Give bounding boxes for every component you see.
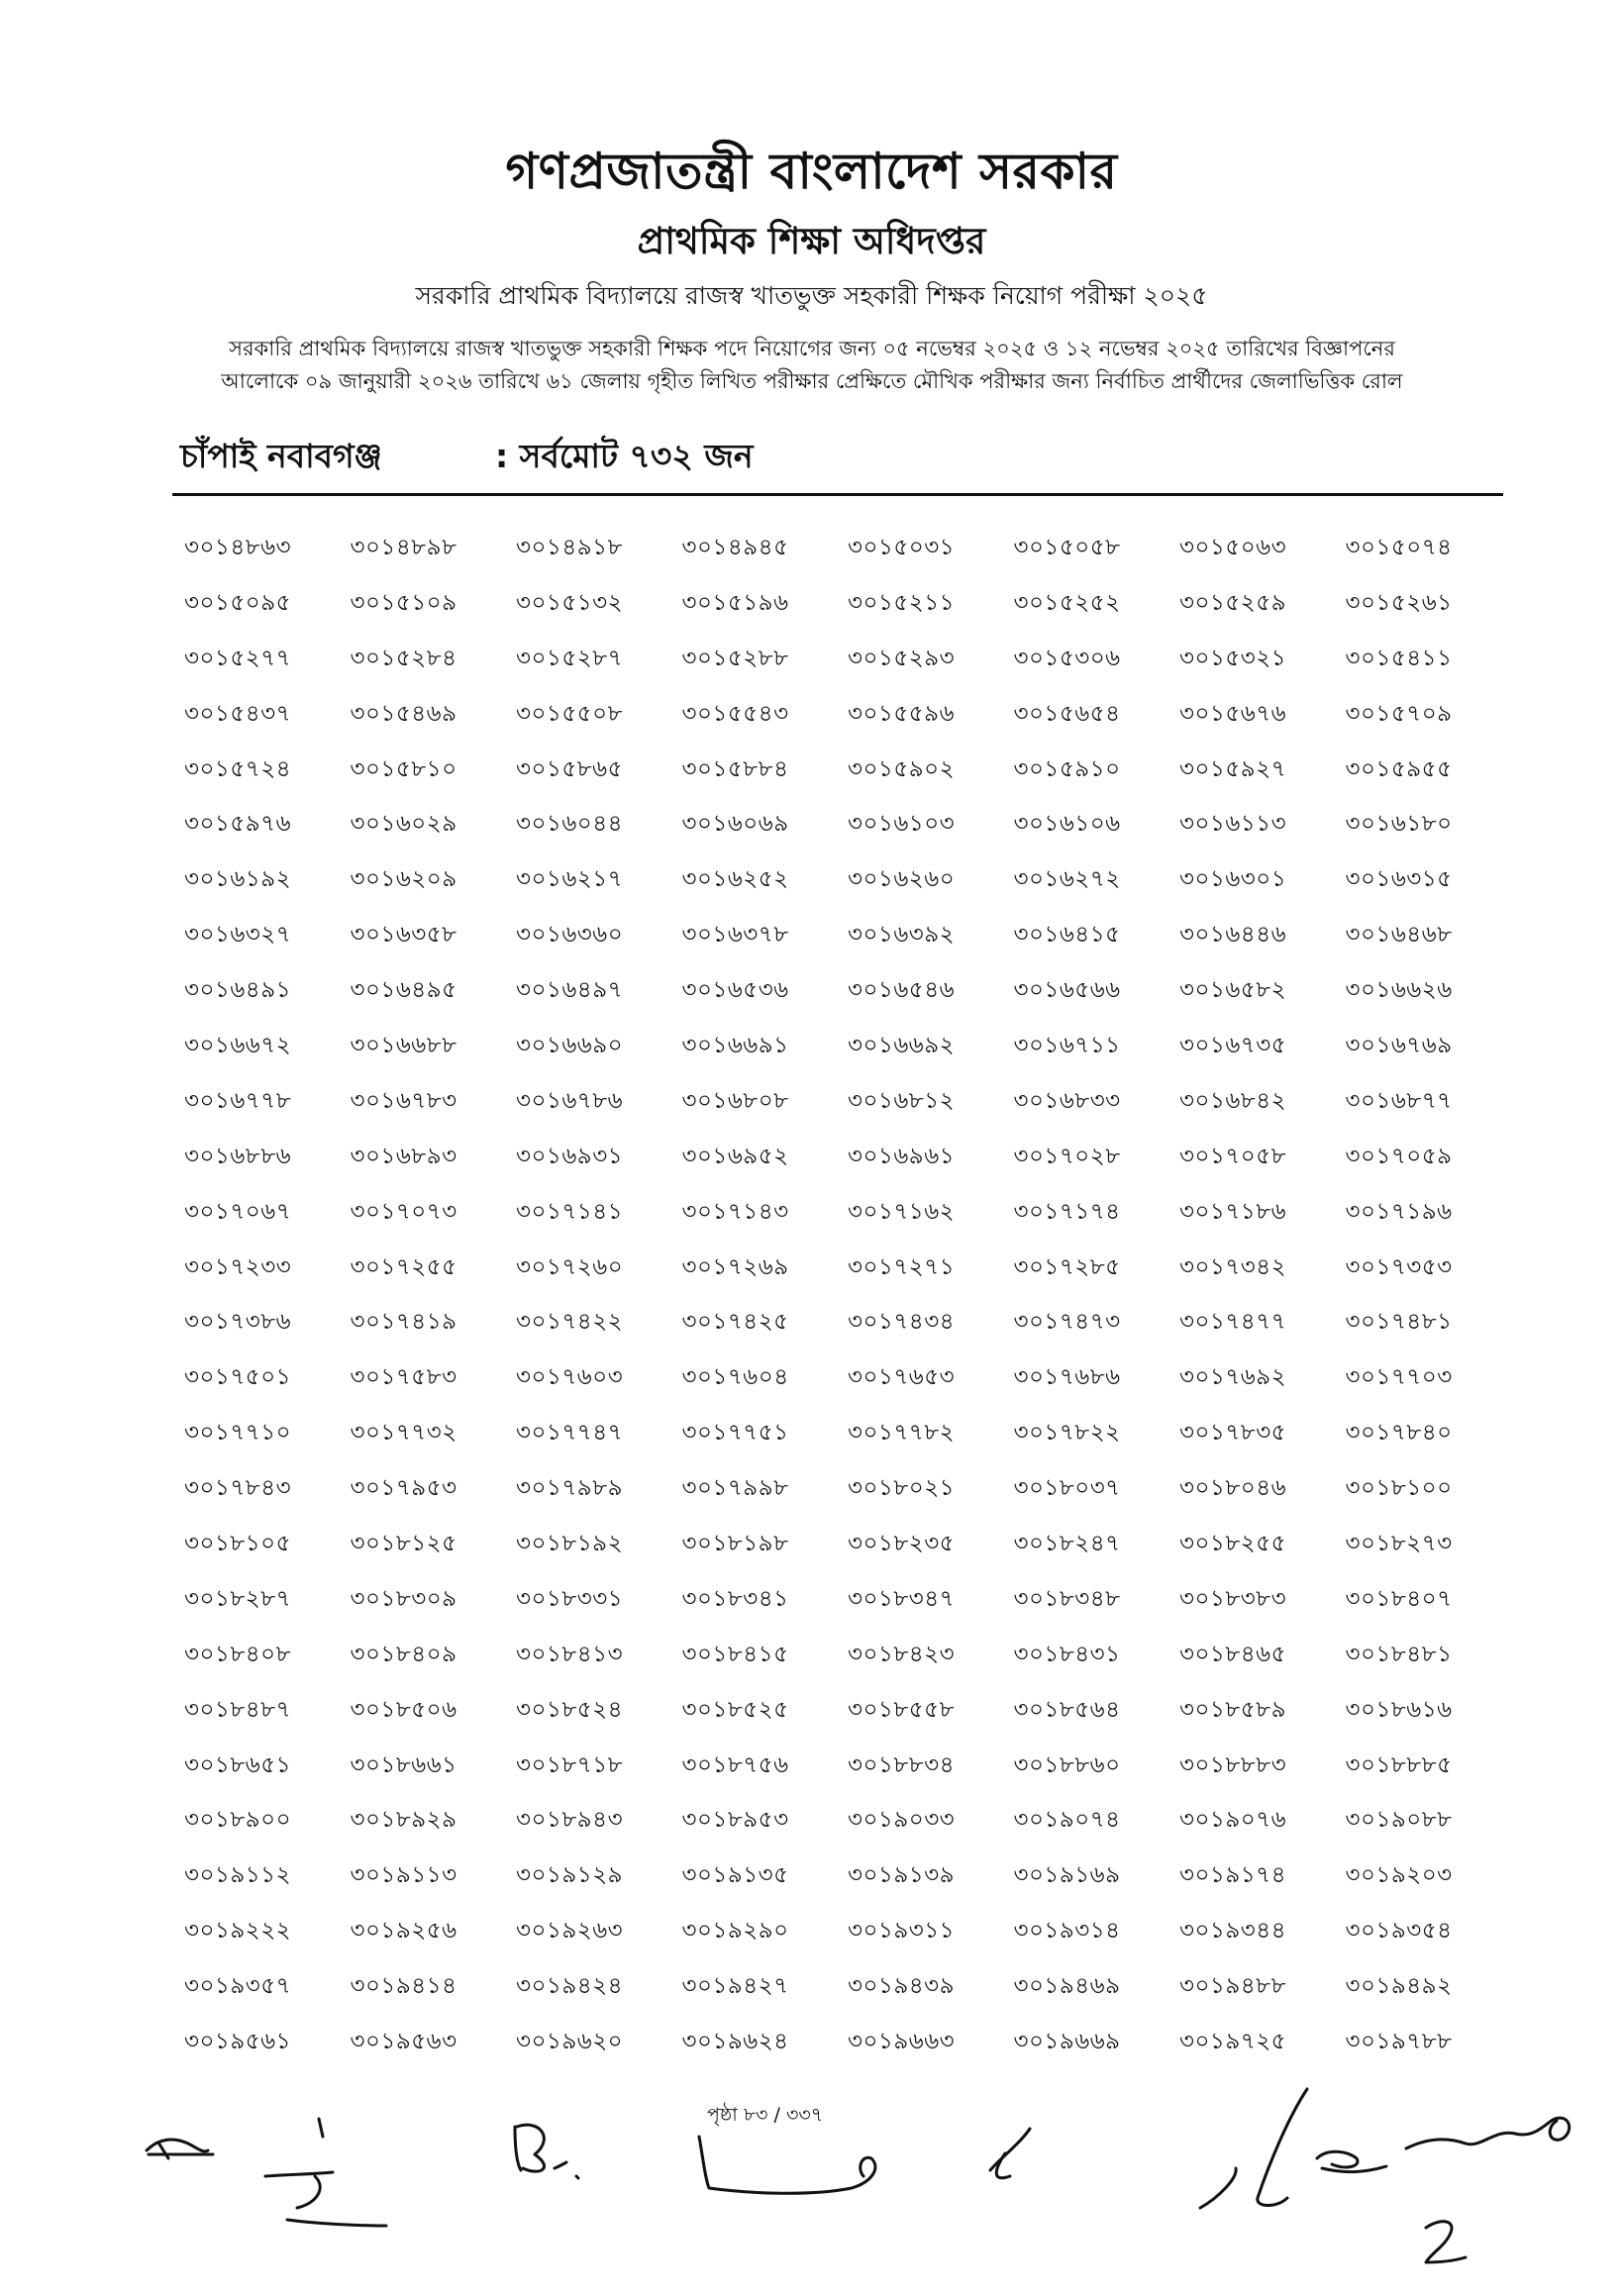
roll-number: ৩০১৯৬৬৯ — [1013, 2029, 1121, 2055]
roll-number: ৩০১৫৮৬৫ — [516, 755, 624, 782]
notice-text — [149, 333, 1475, 398]
government-title: গণপ্রজাতন্ত্রী বাংলাদেশ সরকার — [505, 143, 1118, 200]
roll-number: ৩০১৫৯০২ — [848, 755, 956, 782]
roll-number: ৩০১৭৯৫৩ — [350, 1475, 457, 1502]
roll-number: ৩০১৬১০৩ — [848, 811, 956, 838]
roll-number: ৩০১৯০৩৩ — [848, 1807, 956, 1834]
roll-number: ৩০১৬০৪৪ — [516, 811, 624, 838]
district-total: : সর্বমোট ৭৩২ জন — [495, 437, 754, 475]
roll-number: ৩০১৮৩৪৮ — [1013, 1585, 1121, 1612]
roll-number: ৩০১৬৭১১ — [1013, 1033, 1121, 1059]
roll-number: ৩০১৮৯৪৩ — [516, 1807, 624, 1834]
roll-number: ৩০১৯০৭৪ — [1013, 1807, 1121, 1834]
roll-number: ৩০১৬২৬০ — [848, 866, 956, 893]
roll-number: ৩০১৯৪৯২ — [1345, 1973, 1453, 2000]
roll-number: ৩০১৯৭২৫ — [1179, 2029, 1287, 2055]
roll-number: ৩০১৬৮৪২ — [1179, 1087, 1287, 1114]
header-divider — [172, 493, 1503, 496]
roll-number: ৩০১৬২০৯ — [350, 866, 457, 893]
roll-number: ৩০১৭৩৫৩ — [1345, 1253, 1453, 1280]
roll-number: ৩০১৭৮৩৫ — [1179, 1420, 1287, 1447]
roll-number: ৩০১৪৯১৮ — [516, 535, 624, 560]
roll-number: ৩০১৮১২৫ — [350, 1531, 457, 1557]
roll-number: ৩০১৬২৭২ — [1013, 866, 1121, 893]
roll-number: ৩০১৭৭০৩ — [1345, 1364, 1453, 1391]
roll-number: ৩০১৯২৫৬ — [350, 1918, 457, 1945]
roll-number: ৩০১৯১৩৫ — [681, 1862, 789, 1889]
notice-line-2: আলোকে ০৯ জানুয়ারী ২০২৬ তারিখে ৬১ জেলায় গৃহীত লিখিত পরীক্ষার প্রেক্ষিতে মৌখিক পরীক্ষার জন্য নির্বাচিত প্রার্থীদের জেলাভিত্তিক রোল — [221, 369, 1403, 393]
roll-number: ৩০১৬৩৫৮ — [350, 922, 457, 948]
roll-number: ৩০১৭৪২৫ — [681, 1309, 789, 1336]
roll-number: ৩০১৮০৩৭ — [1013, 1475, 1121, 1502]
roll-number: ৩০১৭৯৯৮ — [681, 1475, 789, 1502]
roll-number: ৩০১৫২৬১ — [1345, 589, 1453, 616]
roll-number: ৩০১৬৮০৮ — [681, 1087, 789, 1114]
roll-number: ৩০১৫০৯৫ — [184, 589, 292, 616]
signature-4 — [699, 2137, 875, 2193]
roll-number: ৩০১৮৪১৫ — [681, 1641, 789, 1667]
roll-number: ৩০১৯৭৮৮ — [1345, 2029, 1453, 2055]
roll-number: ৩০১৭৬০৩ — [516, 1364, 624, 1391]
roll-number: ৩০১৯২৬৩ — [516, 1918, 624, 1945]
roll-number: ৩০১৮৪৬৫ — [1179, 1641, 1287, 1667]
roll-number: ৩০১৬৬৯১ — [681, 1033, 789, 1059]
roll-number: ৩০১৬৯৩১ — [516, 1143, 624, 1169]
roll-number: ৩০১৯৩৫৪ — [1345, 1918, 1453, 1945]
signature-1 — [147, 2140, 213, 2158]
roll-number: ৩০১৭১৭৪ — [1013, 1198, 1121, 1225]
roll-number: ৩০১৬০৬৯ — [681, 811, 789, 838]
roll-number: ৩০১৮৫২৪ — [516, 1696, 624, 1723]
roll-number: ৩০১৬১১৩ — [1179, 811, 1287, 838]
roll-number: ৩০১৭৮৪০ — [1345, 1420, 1453, 1447]
roll-number: ৩০১৮১৯৮ — [681, 1531, 789, 1557]
roll-number: ৩০১৮৩০৯ — [350, 1585, 457, 1612]
roll-number: ৩০১৫৬৫৪ — [1013, 700, 1121, 727]
roll-number: ৩০১৭৮৪৩ — [184, 1475, 292, 1502]
roll-number: ৩০১৬৪৬৮ — [1345, 922, 1453, 948]
roll-number: ৩০১৯৩১১ — [848, 1918, 956, 1945]
roll-number: ৩০১৬৮১২ — [848, 1087, 956, 1114]
roll-number: ৩০১৮৯০০ — [184, 1807, 292, 1834]
roll-number: ৩০১৭০২৮ — [1013, 1143, 1121, 1169]
roll-number: ৩০১৫২১১ — [848, 589, 956, 616]
roll-number: ৩০১৮৩৮৩ — [1179, 1585, 1287, 1612]
roll-number: ৩০১৬৫৬৬ — [1013, 977, 1121, 1004]
roll-number: ৩০১৬৭৮৬ — [516, 1087, 624, 1114]
roll-number: ৩০১৬৪১৫ — [1013, 922, 1121, 948]
signature-6 — [1200, 2089, 1307, 2208]
roll-number: ৩০১৬৫৮২ — [1179, 977, 1287, 1004]
roll-number: ৩০১৭২৭১ — [848, 1253, 956, 1280]
roll-number: ৩০১৭৮২২ — [1013, 1420, 1121, 1447]
roll-number: ৩০১৭০৫৯ — [1345, 1143, 1453, 1169]
roll-number: ৩০১৯৬৬৩ — [848, 2029, 956, 2055]
roll-number: ৩০১৭২৬০ — [516, 1253, 624, 1280]
roll-number: ৩০১৮৩৩১ — [516, 1585, 624, 1612]
roll-number: ৩০১৫৪৬৯ — [350, 700, 457, 727]
roll-number: ৩০১৫৯২৭ — [1179, 755, 1287, 782]
roll-number: ৩০১৬৭৩৫ — [1179, 1033, 1287, 1059]
roll-number: ৩০১৮৫৬৪ — [1013, 1696, 1121, 1723]
roll-number: ৩০১৭৭৪৭ — [516, 1420, 624, 1447]
roll-number: ৩০১৫১৩২ — [516, 589, 624, 616]
roll-number: ৩০১৯৫৬৩ — [350, 2029, 457, 2055]
roll-number: ৩০১৫১০৯ — [350, 589, 457, 616]
roll-number: ৩০১৬৩৬০ — [516, 922, 624, 948]
roll-number: ৩০১৫২৫২ — [1013, 589, 1121, 616]
roll-number: ৩০১৬২১৭ — [516, 866, 624, 893]
roll-number: ৩০১৭৭১০ — [184, 1420, 292, 1447]
roll-number: ৩০১৭২৬৯ — [681, 1253, 789, 1280]
roll-number: ৩০১৯৪২৭ — [681, 1973, 789, 2000]
roll-number: ৩০১৯১১২ — [184, 1862, 292, 1889]
roll-number: ৩০১৯১৭৪ — [1179, 1862, 1287, 1889]
roll-number: ৩০১৯৩১৪ — [1013, 1918, 1121, 1945]
roll-number: ৩০১৬৮৭৭ — [1345, 1087, 1453, 1114]
roll-number: ৩০১৮৪৮৭ — [184, 1696, 292, 1723]
roll-number: ৩০১৫৮৮৪ — [681, 755, 789, 782]
roll-number: ৩০১৬৬৭২ — [184, 1033, 292, 1059]
roll-number: ৩০১৮৯২৯ — [350, 1807, 457, 1834]
roll-number: ৩০১৬৬৯০ — [516, 1033, 624, 1059]
roll-number: ৩০১৫০৩১ — [848, 535, 956, 560]
roll-number: ৩০১৭৫৮৩ — [350, 1364, 457, 1391]
roll-number: ৩০১৮২৭৩ — [1345, 1531, 1453, 1557]
roll-number: ৩০১৬৮৮৬ — [184, 1143, 292, 1169]
roll-number: ৩০১৮৪২৩ — [848, 1641, 956, 1667]
exam-title: সরকারি প্রাথমিক বিদ্যালয়ে রাজস্ব খাতভুক্ত সহকারী শিক্ষক নিয়োগ পরীক্ষা ২০২৫ — [415, 281, 1208, 310]
roll-number: ৩০১৭২৩৩ — [184, 1253, 292, 1280]
roll-number: ৩০১৮৫৮৯ — [1179, 1696, 1287, 1723]
roll-number: ৩০১৭০৬৭ — [184, 1198, 292, 1225]
signature-5 — [990, 2129, 1030, 2178]
roll-number: ৩০১৬৪৪৬ — [1179, 922, 1287, 948]
roll-number: ৩০১৫৯১০ — [1013, 755, 1121, 782]
roll-number: ৩০১৮০৪৬ — [1179, 1475, 1287, 1502]
roll-number: ৩০১৮৬৬১ — [350, 1751, 457, 1778]
roll-number: ৩০১৭৬৫৩ — [848, 1364, 956, 1391]
roll-number: ৩০১৬২৫২ — [681, 866, 789, 893]
roll-number: ৩০১৮১০৫ — [184, 1531, 292, 1557]
signature-3 — [515, 2125, 578, 2178]
roll-number: ৩০১৬৩০১ — [1179, 866, 1287, 893]
roll-number: ৩০১৭৪৩৪ — [848, 1309, 956, 1336]
roll-number: ৩০১৯১৬৯ — [1013, 1862, 1121, 1889]
roll-number: ৩০১৫৯৭৬ — [184, 811, 292, 838]
roll-number: ৩০১৮৫০৬ — [350, 1696, 457, 1723]
roll-number: ৩০১৭০৫৮ — [1179, 1143, 1287, 1169]
roll-number: ৩০১৬৫৪৬ — [848, 977, 956, 1004]
roll-number: ৩০১৮২৩৫ — [848, 1531, 956, 1557]
roll-number: ৩০১৭৬৯২ — [1179, 1364, 1287, 1391]
roll-number: ৩০১৮৯৫৩ — [681, 1807, 789, 1834]
roll-number: ৩০১৬৭৮৩ — [350, 1087, 457, 1114]
district-name: চাঁপাই নবাবগঞ্জ — [180, 437, 382, 475]
roll-number: ৩০১৭২৫৫ — [350, 1253, 457, 1280]
roll-number: ৩০১৫৯৫৫ — [1345, 755, 1453, 782]
roll-number: ৩০১৬৩১৫ — [1345, 866, 1453, 893]
signatures — [0, 2059, 1623, 2296]
roll-number: ৩০১৯৩৪৪ — [1179, 1918, 1287, 1945]
roll-number: ৩০১৫৩০৬ — [1013, 645, 1121, 671]
roll-number: ৩০১৫৪১১ — [1345, 645, 1453, 671]
roll-number: ৩০১৫৫৯৬ — [848, 700, 956, 727]
roll-number: ৩০১৬৩৯২ — [848, 922, 956, 948]
roll-number: ৩০১৬৭৭৮ — [184, 1087, 292, 1114]
roll-number: ৩০১৮৪৩১ — [1013, 1641, 1121, 1667]
roll-number: ৩০১৬৩২৭ — [184, 922, 292, 948]
roll-number: ৩০১৭৯৮৯ — [516, 1475, 624, 1502]
roll-number: ৩০১৪৮৯৮ — [350, 535, 457, 560]
roll-number: ৩০১৫০৫৮ — [1013, 535, 1121, 560]
roll-number: ৩০১৯২৯০ — [681, 1918, 789, 1945]
signature-8 — [1406, 2118, 1570, 2148]
roll-number: ৩০১৭৬৮৬ — [1013, 1364, 1121, 1391]
roll-number: ৩০১৬৬৮৮ — [350, 1033, 457, 1059]
roll-number: ৩০১৮৫২৫ — [681, 1696, 789, 1723]
roll-number: ৩০১৭২৮৫ — [1013, 1253, 1121, 1280]
signature-9 — [1426, 2222, 1466, 2262]
roll-number: ৩০১৪৮৬৩ — [184, 535, 292, 560]
roll-number: ৩০১৫০৭৪ — [1345, 535, 1453, 560]
roll-number: ৩০১৫২৮৪ — [350, 645, 457, 671]
roll-number: ৩০১৬৪৯১ — [184, 977, 292, 1004]
roll-number: ৩০১৯৩৫৭ — [184, 1973, 292, 2000]
roll-number: ৩০১৮১০০ — [1345, 1475, 1453, 1502]
roll-number: ৩০১৯১২৯ — [516, 1862, 624, 1889]
roll-number: ৩০১৯৫৬১ — [184, 2029, 292, 2055]
roll-number: ৩০১৭১৬২ — [848, 1198, 956, 1225]
roll-number: ৩০১৮৫৫৮ — [848, 1696, 956, 1723]
roll-number: ৩০১৮১৯২ — [516, 1531, 624, 1557]
roll-number: ৩০১৮৩৪১ — [681, 1585, 789, 1612]
roll-number: ৩০১৯২২২ — [184, 1918, 292, 1945]
roll-number: ৩০১৮২৫৫ — [1179, 1531, 1287, 1557]
roll-number: ৩০১৬৮৩৩ — [1013, 1087, 1121, 1114]
roll-number: ৩০১৮৪৮১ — [1345, 1641, 1453, 1667]
roll-number-grid — [184, 533, 1511, 2082]
roll-number: ৩০১৬১৮০ — [1345, 811, 1453, 838]
roll-number: ৩০১৬৫৩৬ — [681, 977, 789, 1004]
roll-number: ৩০১৮৮৮৩ — [1179, 1751, 1287, 1778]
roll-number: ৩০১৭১৮৬ — [1179, 1198, 1287, 1225]
roll-number: ৩০১৮৩৪৭ — [848, 1585, 956, 1612]
roll-number: ৩০১৯৬২০ — [516, 2029, 624, 2055]
roll-number: ৩০১৮০২১ — [848, 1475, 956, 1502]
roll-number: ৩০১৫৮১০ — [350, 755, 457, 782]
roll-number: ৩০১৫০৬৩ — [1179, 535, 1287, 560]
roll-number: ৩০১৫২৮৮ — [681, 645, 789, 671]
roll-number: ৩০১৯৪৬৯ — [1013, 1973, 1121, 2000]
roll-number: ৩০১৫৬৭৬ — [1179, 700, 1287, 727]
roll-number: ৩০১৯১১৩ — [350, 1862, 457, 1889]
roll-number: ৩০১৭৪৭৩ — [1013, 1309, 1121, 1336]
roll-number: ৩০১৯০৮৮ — [1345, 1807, 1453, 1834]
roll-number: ৩০১৭১৪৩ — [681, 1198, 789, 1225]
roll-number: ৩০১৬১৯২ — [184, 866, 292, 893]
roll-number: ৩০১৭৬০৪ — [681, 1364, 789, 1391]
roll-number: ৩০১৫১৯৬ — [681, 589, 789, 616]
roll-number: ৩০১৮২৮৭ — [184, 1585, 292, 1612]
roll-number: ৩০১৫৩২১ — [1179, 645, 1287, 671]
roll-number: ৩০১৭৪৭৭ — [1179, 1309, 1287, 1336]
roll-number: ৩০১৮৪০৯ — [350, 1641, 457, 1667]
roll-number: ৩০১৫৪৩৭ — [184, 700, 292, 727]
roll-number: ৩০১৫২৫৯ — [1179, 589, 1287, 616]
roll-number: ৩০১৬৬২৬ — [1345, 977, 1453, 1004]
roll-number: ৩০১৭০৭৩ — [350, 1198, 457, 1225]
roll-number: ৩০১৭৫০১ — [184, 1364, 292, 1391]
roll-number: ৩০১৯২০৩ — [1345, 1862, 1453, 1889]
roll-number: ৩০১৯১৩৯ — [848, 1862, 956, 1889]
roll-number: ৩০১৯৪১৪ — [350, 1973, 457, 2000]
roll-number: ৩০১৫৭২৪ — [184, 755, 292, 782]
roll-number: ৩০১৬৯৬১ — [848, 1143, 956, 1169]
roll-number: ৩০১৮৬১৬ — [1345, 1696, 1453, 1723]
directorate-title: প্রাথমিক শিক্ষা অধিদপ্তর — [637, 220, 986, 262]
roll-number: ৩০১৯০৭৬ — [1179, 1807, 1287, 1834]
roll-number: ৩০১৯৪২৪ — [516, 1973, 624, 2000]
roll-number: ৩০১৫৫০৮ — [516, 700, 624, 727]
roll-number: ৩০১৭৪৮১ — [1345, 1309, 1453, 1336]
roll-number: ৩০১৫২৯৩ — [848, 645, 956, 671]
roll-number: ৩০১৮২৪৭ — [1013, 1531, 1121, 1557]
roll-number: ৩০১৬০২৯ — [350, 811, 457, 838]
roll-number: ৩০১৭১৪১ — [516, 1198, 624, 1225]
roll-number: ৩০১৬১০৬ — [1013, 811, 1121, 838]
roll-number: ৩০১৮৪১৩ — [516, 1641, 624, 1667]
roll-number: ৩০১৯৪৩৯ — [848, 1973, 956, 2000]
notice-line-1: সরকারি প্রাথমিক বিদ্যালয়ে রাজস্ব খাতভুক্ত সহকারী শিক্ষক পদে নিয়োগের জন্য ০৫ নভেম্বর ২০২৫ ও ১২ নভেম্বর ২০২৫ তারিখের বিজ্ঞাপনের — [229, 337, 1395, 360]
roll-number: ৩০১৮৮৬০ — [1013, 1751, 1121, 1778]
roll-number: ৩০১৫২৮৭ — [516, 645, 624, 671]
roll-number: ৩০১৭৭৫১ — [681, 1420, 789, 1447]
roll-number: ৩০১৮৬৫১ — [184, 1751, 292, 1778]
page-number: পৃষ্ঠা ৮৩ / ৩৩৭ — [707, 2104, 824, 2126]
roll-number: ৩০১৯৬২৪ — [681, 2029, 789, 2055]
roll-number: ৩০১৮৪০৭ — [1345, 1585, 1453, 1612]
roll-number: ৩০১৭৭৮২ — [848, 1420, 956, 1447]
roll-number: ৩০১৫৭০৯ — [1345, 700, 1453, 727]
roll-number: ৩০১৬৪৯৭ — [516, 977, 624, 1004]
roll-number: ৩০১৬৪৯৫ — [350, 977, 457, 1004]
roll-number: ৩০১৭১৯৬ — [1345, 1198, 1453, 1225]
roll-number: ৩০১৮৮৩৪ — [848, 1751, 956, 1778]
roll-number: ৩০১৭৩৮৬ — [184, 1309, 292, 1336]
roll-number: ৩০১৬৯৫২ — [681, 1143, 789, 1169]
roll-number: ৩০১৬৮৯৩ — [350, 1143, 457, 1169]
roll-number: ৩০১৮৭৫৬ — [681, 1751, 789, 1778]
roll-number: ৩০১৭৪২২ — [516, 1309, 624, 1336]
roll-number: ৩০১৪৯৪৫ — [681, 535, 789, 560]
roll-number: ৩০১৮৮৮৫ — [1345, 1751, 1453, 1778]
roll-number: ৩০১৭৩৪২ — [1179, 1253, 1287, 1280]
roll-number: ৩০১৭৪১৯ — [350, 1309, 457, 1336]
signature-7 — [1317, 2151, 1386, 2171]
roll-number: ৩০১৬৭৬৯ — [1345, 1033, 1453, 1059]
roll-number: ৩০১৯৪৮৮ — [1179, 1973, 1287, 2000]
signature-2 — [265, 2119, 386, 2226]
roll-number: ৩০১৭৭৩২ — [350, 1420, 457, 1447]
roll-number: ৩০১৬৩৭৮ — [681, 922, 789, 948]
roll-number: ৩০১৫২৭৭ — [184, 645, 292, 671]
roll-number: ৩০১৮৪০৮ — [184, 1641, 292, 1667]
roll-number: ৩০১৬৬৯২ — [848, 1033, 956, 1059]
roll-number: ৩০১৫৫৪৩ — [681, 700, 789, 727]
roll-number: ৩০১৮৭১৮ — [516, 1751, 624, 1778]
